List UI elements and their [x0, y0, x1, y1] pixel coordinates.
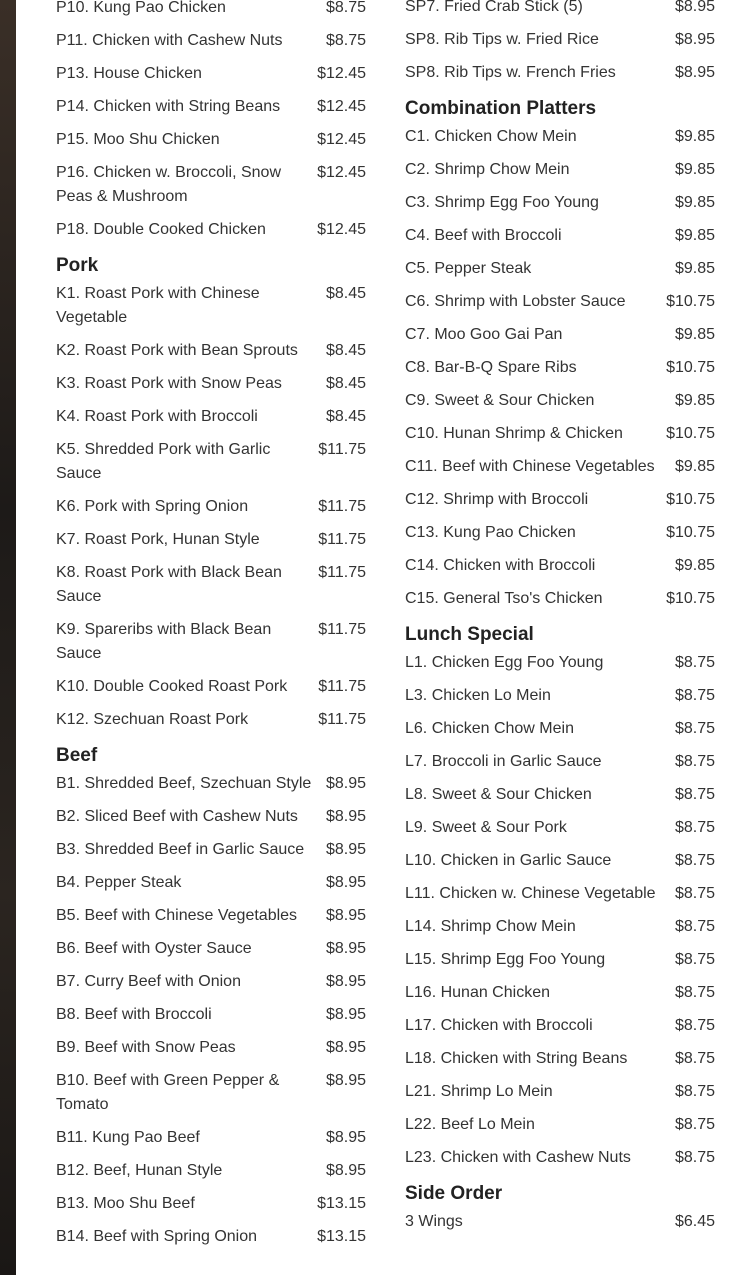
menu-item[interactable] [56, 937, 366, 961]
menu-item-price: $11.75 [318, 441, 366, 458]
menu-item-price: $12.45 [317, 164, 366, 181]
menu-item-name: SP8. Rib Tips w. Fried Rice [405, 31, 599, 48]
menu-item-price: $12.45 [317, 98, 366, 115]
menu-item-price: $8.95 [325, 841, 366, 858]
menu-item-price: $8.75 [674, 819, 715, 836]
menu-item-price: $12.45 [317, 65, 366, 82]
menu-item-name: L6. Chicken Chow Mein [405, 720, 574, 737]
menu-item[interactable] [405, 882, 715, 906]
menu-item-price: $8.95 [674, 0, 715, 15]
menu-item[interactable] [405, 356, 715, 380]
menu-item-name: L1. Chicken Egg Foo Young [405, 654, 604, 671]
menu-item-name: B6. Beef with Oyster Sauce [56, 940, 252, 957]
menu-item-name: C6. Shrimp with Lobster Sauce [405, 293, 626, 310]
menu-item[interactable] [405, 290, 715, 314]
menu-item[interactable] [56, 838, 366, 862]
menu-item-name: B10. Beef with Green Pepper & Tomato [56, 1072, 280, 1113]
menu-item[interactable] [56, 1036, 366, 1060]
menu-section-continued [405, 0, 715, 85]
menu-item-price: $8.75 [674, 720, 715, 737]
menu-item-price: $10.75 [666, 524, 715, 541]
menu-item[interactable] [405, 158, 715, 182]
menu-item-price: $9.85 [674, 458, 715, 475]
menu-item-price: $8.95 [325, 1072, 366, 1089]
menu-item[interactable] [56, 904, 366, 928]
section-title: Combination Platters [405, 98, 597, 119]
menu-item-name: C9. Sweet & Sour Chicken [405, 392, 595, 409]
menu-column-right [405, 0, 715, 1243]
menu-item-price: $11.75 [318, 678, 366, 695]
menu-item[interactable] [405, 257, 715, 281]
menu-item-price: $8.95 [325, 775, 366, 792]
menu-item[interactable] [405, 323, 715, 347]
menu-item[interactable] [56, 1159, 366, 1183]
menu-item-name: C13. Kung Pao Chicken [405, 524, 576, 541]
menu-item-price: $8.95 [325, 1129, 366, 1146]
menu-item[interactable] [56, 1126, 366, 1150]
menu-item[interactable] [56, 1069, 366, 1117]
menu-item-price: $8.75 [674, 654, 715, 671]
menu-item[interactable] [56, 708, 366, 732]
menu-item-price: $9.85 [674, 392, 715, 409]
menu-item-price: $9.85 [674, 161, 715, 178]
menu-item-name: B4. Pepper Steak [56, 874, 182, 891]
menu-item-price: $8.75 [674, 852, 715, 869]
menu-item-name: C1. Chicken Chow Mein [405, 128, 577, 145]
menu-item-name: K12. Szechuan Roast Pork [56, 711, 249, 728]
menu-item-name: P11. Chicken with Cashew Nuts [56, 32, 283, 49]
menu-item[interactable] [405, 1014, 715, 1038]
menu-item[interactable] [56, 528, 366, 552]
menu-item[interactable] [56, 438, 366, 486]
menu-item-name: K5. Shredded Pork with Garlic Sauce [56, 441, 271, 482]
menu-item[interactable] [405, 28, 715, 52]
menu-item-price: $8.75 [674, 885, 715, 902]
menu-item-price: $8.45 [325, 375, 366, 392]
menu-item-price: $8.95 [674, 31, 715, 48]
menu-item-name: K6. Pork with Spring Onion [56, 498, 249, 515]
menu-item-name: L22. Beef Lo Mein [405, 1116, 535, 1133]
menu-item[interactable] [405, 981, 715, 1005]
menu-item-price: $10.75 [666, 590, 715, 607]
menu-item-name: C7. Moo Goo Gai Pan [405, 326, 563, 343]
menu-item[interactable] [56, 339, 366, 363]
menu-item-name: L18. Chicken with String Beans [405, 1050, 628, 1067]
menu-item-price: $8.75 [674, 1083, 715, 1100]
menu-item-name: B9. Beef with Snow Peas [56, 1039, 236, 1056]
menu-item-name: C12. Shrimp with Broccoli [405, 491, 589, 508]
menu-item-price: $8.75 [674, 1017, 715, 1034]
menu-item[interactable] [405, 684, 715, 708]
menu-item-name: C11. Beef with Chinese Vegetables [405, 458, 655, 475]
menu-item[interactable] [56, 772, 366, 796]
menu-item-price: $6.45 [674, 1213, 715, 1230]
menu-item[interactable] [56, 495, 366, 519]
menu-item-name: P10. Kung Pao Chicken [56, 0, 226, 16]
menu-item-name: SP8. Rib Tips w. French Fries [405, 64, 616, 81]
menu-item-name: C5. Pepper Steak [405, 260, 532, 277]
menu-item-name: K3. Roast Pork with Snow Peas [56, 375, 282, 392]
menu-item-name: L21. Shrimp Lo Mein [405, 1083, 553, 1100]
menu-item[interactable] [56, 372, 366, 396]
menu-item-price: $8.75 [674, 687, 715, 704]
menu-item[interactable] [405, 651, 715, 675]
menu-item[interactable] [405, 61, 715, 85]
menu-item-price: $8.75 [674, 786, 715, 803]
menu-section-continued [56, 0, 366, 242]
menu-item[interactable] [405, 521, 715, 545]
menu-item[interactable] [56, 871, 366, 895]
menu-item-price: $10.75 [666, 359, 715, 376]
menu-item[interactable] [405, 488, 715, 512]
menu-item-name: C2. Shrimp Chow Mein [405, 161, 570, 178]
menu-item-name: C4. Beef with Broccoli [405, 227, 562, 244]
menu-item-price: $8.95 [325, 973, 366, 990]
menu-item[interactable] [56, 970, 366, 994]
menu-item[interactable] [56, 805, 366, 829]
menu-item-price: $8.95 [325, 1006, 366, 1023]
menu-item[interactable] [405, 587, 715, 611]
menu-item-name: K7. Roast Pork, Hunan Style [56, 531, 260, 548]
menu-item-price: $9.85 [674, 128, 715, 145]
menu-item-name: L10. Chicken in Garlic Sauce [405, 852, 612, 869]
menu-item-name: L14. Shrimp Chow Mein [405, 918, 576, 935]
menu-item[interactable] [56, 62, 366, 86]
menu-item-price: $8.95 [674, 64, 715, 81]
menu-item-price: $8.75 [325, 0, 366, 16]
menu-item-name: L3. Chicken Lo Mein [405, 687, 551, 704]
menu-item-price: $9.85 [674, 227, 715, 244]
menu-item-price: $11.75 [318, 711, 366, 728]
menu-item[interactable] [56, 29, 366, 53]
menu-section-beef [56, 744, 366, 1249]
section-title: Lunch Special [405, 624, 534, 645]
menu-item[interactable] [405, 191, 715, 215]
menu-item-name: B2. Sliced Beef with Cashew Nuts [56, 808, 298, 825]
menu-item-price: $8.95 [325, 874, 366, 891]
menu-item[interactable] [56, 0, 366, 20]
menu-item[interactable] [56, 405, 366, 429]
menu-item-price: $11.75 [318, 531, 366, 548]
menu-item[interactable] [405, 849, 715, 873]
menu-item-name: L7. Broccoli in Garlic Sauce [405, 753, 602, 770]
menu-item-name: C3. Shrimp Egg Foo Young [405, 194, 599, 211]
menu-item-price: $12.45 [317, 131, 366, 148]
menu-section-combination-platters [405, 97, 715, 611]
menu-item-name: C8. Bar-B-Q Spare Ribs [405, 359, 577, 376]
menu-section-side-order [405, 1182, 715, 1234]
menu-item-price: $12.45 [317, 221, 366, 238]
menu-item[interactable] [56, 282, 366, 330]
menu-item-name: B12. Beef, Hunan Style [56, 1162, 223, 1179]
menu-item-name: B1. Shredded Beef, Szechuan Style [56, 775, 312, 792]
menu-item-name: K8. Roast Pork with Black Bean Sauce [56, 564, 282, 605]
menu-item-name: C10. Hunan Shrimp & Chicken [405, 425, 623, 442]
menu-item-name: B5. Beef with Chinese Vegetables [56, 907, 298, 924]
menu-item-name: L23. Chicken with Cashew Nuts [405, 1149, 631, 1166]
menu-item-name: C14. Chicken with Broccoli [405, 557, 596, 574]
menu-item-price: $9.85 [674, 260, 715, 277]
menu-item-name: L17. Chicken with Broccoli [405, 1017, 593, 1034]
menu-item-price: $13.15 [317, 1195, 366, 1212]
menu-item-name: P14. Chicken with String Beans [56, 98, 281, 115]
menu-item-name: K1. Roast Pork with Chinese Vegetable [56, 285, 260, 326]
menu-item-price: $8.75 [674, 1116, 715, 1133]
menu-item-name: SP7. Fried Crab Stick (5) [405, 0, 583, 15]
menu-item[interactable] [405, 717, 715, 741]
menu-item-name: K2. Roast Pork with Bean Sprouts [56, 342, 298, 359]
menu-item[interactable] [56, 128, 366, 152]
menu-item-price: $13.15 [317, 1228, 366, 1245]
background-strip [0, 0, 16, 1275]
menu-item-price: $8.45 [325, 342, 366, 359]
menu-item-price: $8.75 [674, 918, 715, 935]
menu-item[interactable] [405, 0, 715, 19]
menu-item[interactable] [56, 675, 366, 699]
menu-item[interactable] [56, 95, 366, 119]
menu-item[interactable] [405, 750, 715, 774]
menu-section-lunch-special [405, 623, 715, 1170]
menu-item-price: $8.75 [674, 1149, 715, 1166]
menu-item[interactable] [56, 618, 366, 666]
menu-item-name: K9. Spareribs with Black Bean Sauce [56, 621, 272, 662]
menu-item[interactable] [405, 554, 715, 578]
menu-item[interactable] [405, 224, 715, 248]
menu-item-price: $8.45 [325, 285, 366, 302]
menu-item-name: B3. Shredded Beef in Garlic Sauce [56, 841, 305, 858]
menu-item[interactable] [56, 561, 366, 609]
section-title: Pork [56, 255, 99, 276]
menu-item-name: K4. Roast Pork with Broccoli [56, 408, 258, 425]
menu-item-price: $11.75 [318, 621, 366, 638]
menu-item[interactable] [56, 218, 366, 242]
menu-item[interactable] [56, 1192, 366, 1216]
menu-item[interactable] [405, 816, 715, 840]
menu-item-price: $8.45 [325, 408, 366, 425]
menu-item-name: L11. Chicken w. Chinese Vegetable [405, 885, 656, 902]
menu-item-price: $8.75 [674, 753, 715, 770]
menu-item-name: B8. Beef with Broccoli [56, 1006, 212, 1023]
menu-item-price: $10.75 [666, 293, 715, 310]
menu-item[interactable] [405, 1113, 715, 1137]
menu-item-price: $8.75 [674, 984, 715, 1001]
menu-item-price: $9.85 [674, 557, 715, 574]
menu-item-name: P16. Chicken w. Broccoli, Snow Peas & Mushroom [56, 164, 281, 205]
menu-item-name: C15. General Tso's Chicken [405, 590, 603, 607]
menu-section-pork [56, 254, 366, 732]
menu-item[interactable] [405, 783, 715, 807]
section-title: Side Order [405, 1183, 503, 1204]
menu-item-name: B11. Kung Pao Beef [56, 1129, 200, 1146]
menu-item[interactable] [405, 1210, 715, 1234]
menu-item-price: $8.75 [674, 1050, 715, 1067]
menu-item[interactable] [56, 1225, 366, 1249]
menu-item[interactable] [405, 389, 715, 413]
menu-item-price: $8.75 [325, 32, 366, 49]
menu-item-name: L16. Hunan Chicken [405, 984, 550, 1001]
menu-item[interactable] [405, 125, 715, 149]
menu-item[interactable] [405, 1047, 715, 1071]
menu-item-price: $11.75 [318, 498, 366, 515]
menu-item-name: P13. House Chicken [56, 65, 202, 82]
menu-item-name: P18. Double Cooked Chicken [56, 221, 266, 238]
menu-item-price: $8.95 [325, 1039, 366, 1056]
menu-item[interactable] [405, 422, 715, 446]
menu-item[interactable] [405, 1146, 715, 1170]
menu-item-price: $8.95 [325, 940, 366, 957]
menu-item[interactable] [405, 948, 715, 972]
menu-item[interactable] [405, 915, 715, 939]
menu-column-left [56, 0, 366, 1258]
menu-item-name: P15. Moo Shu Chicken [56, 131, 220, 148]
menu-item[interactable] [405, 455, 715, 479]
menu-item-name: B14. Beef with Spring Onion [56, 1228, 258, 1245]
menu-item-name: L8. Sweet & Sour Chicken [405, 786, 592, 803]
menu-item-price: $10.75 [666, 491, 715, 508]
menu-item[interactable] [56, 161, 366, 209]
menu-item-name: K10. Double Cooked Roast Pork [56, 678, 288, 695]
menu-item-price: $8.95 [325, 1162, 366, 1179]
menu-item-price: $9.85 [674, 326, 715, 343]
menu-item-price: $8.95 [325, 808, 366, 825]
menu-item-price: $11.75 [318, 564, 366, 581]
menu-item-price: $8.75 [674, 951, 715, 968]
menu-item-price: $10.75 [666, 425, 715, 442]
menu-item-name: L9. Sweet & Sour Pork [405, 819, 567, 836]
menu-item-name: 3 Wings [405, 1213, 463, 1230]
menu-item[interactable] [56, 1003, 366, 1027]
menu-item-price: $9.85 [674, 194, 715, 211]
menu-item-price: $8.95 [325, 907, 366, 924]
menu-item-name: L15. Shrimp Egg Foo Young [405, 951, 606, 968]
menu-item-name: B13. Moo Shu Beef [56, 1195, 195, 1212]
section-title: Beef [56, 745, 98, 766]
menu-item-name: B7. Curry Beef with Onion [56, 973, 241, 990]
menu-item[interactable] [405, 1080, 715, 1104]
